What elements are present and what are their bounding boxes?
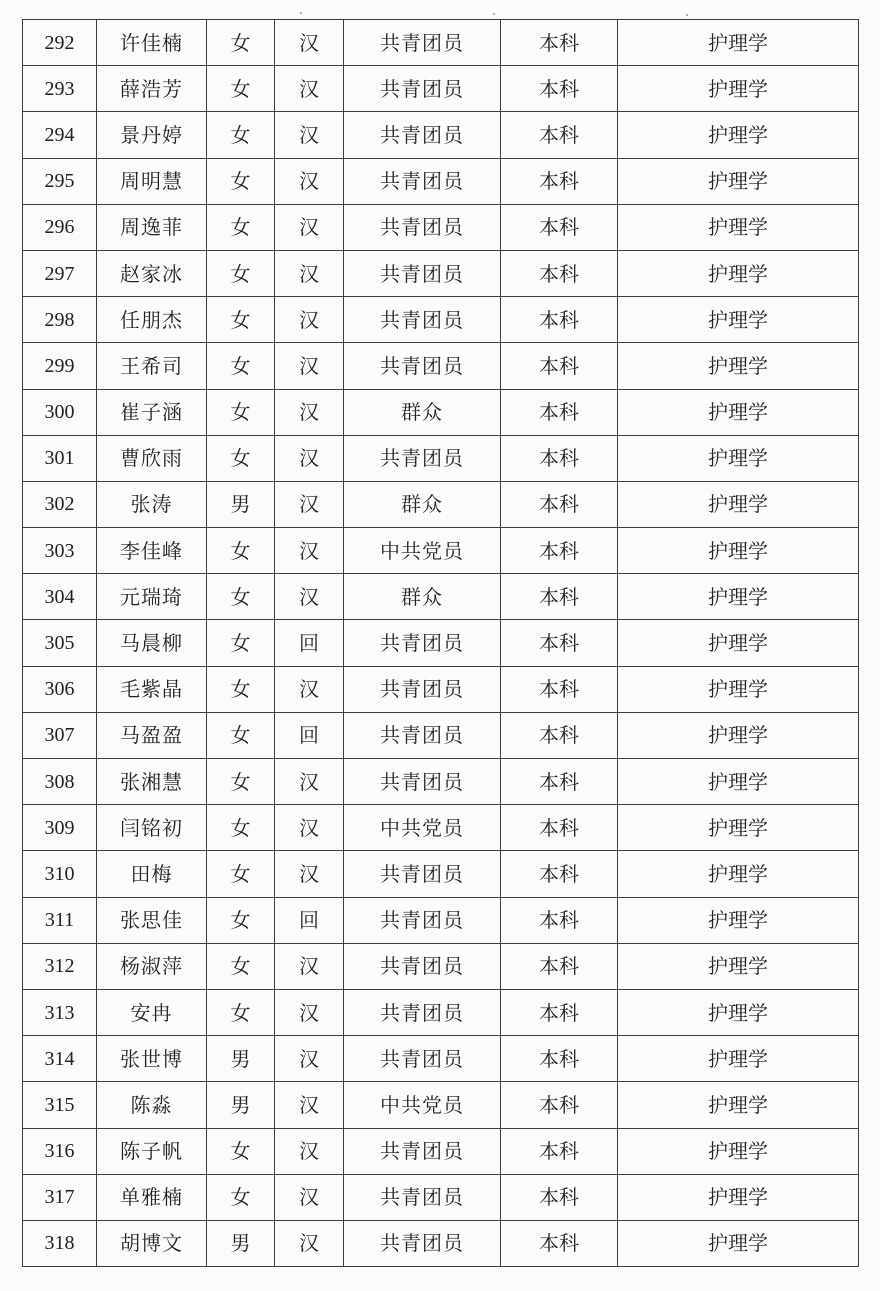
- name-cell: 薛浩芳: [97, 66, 207, 112]
- gender-cell: 男: [207, 1082, 275, 1128]
- ethnicity-cell: 汉: [275, 1082, 344, 1128]
- ethnicity-cell: 汉: [275, 528, 344, 574]
- gender-cell: 女: [207, 712, 275, 758]
- table-row: [23, 897, 859, 943]
- political-status-cell: 群众: [344, 481, 501, 527]
- name-cell: 崔子涵: [97, 389, 207, 435]
- scanned-roster-page: [22, 19, 858, 1267]
- table-row: [23, 1128, 859, 1174]
- row-number-cell: 311: [23, 897, 97, 943]
- table-row: [23, 712, 859, 758]
- gender-cell: 女: [207, 20, 275, 66]
- gender-cell: 女: [207, 805, 275, 851]
- education-cell: 本科: [501, 759, 618, 805]
- row-number-cell: 304: [23, 574, 97, 620]
- political-status-cell: 共青团员: [344, 343, 501, 389]
- major-cell: 护理学: [618, 759, 859, 805]
- political-status-cell: 共青团员: [344, 759, 501, 805]
- name-cell: 李佳峰: [97, 528, 207, 574]
- gender-cell: 男: [207, 481, 275, 527]
- name-cell: 闫铭初: [97, 805, 207, 851]
- gender-cell: 女: [207, 620, 275, 666]
- major-cell: 护理学: [618, 1082, 859, 1128]
- row-number-cell: 317: [23, 1174, 97, 1220]
- student-roster-table: [22, 19, 859, 1267]
- name-cell: 陈淼: [97, 1082, 207, 1128]
- major-cell: 护理学: [618, 389, 859, 435]
- table-row: [23, 20, 859, 66]
- scan-speck: [493, 13, 495, 15]
- gender-cell: 女: [207, 943, 275, 989]
- education-cell: 本科: [501, 712, 618, 758]
- political-status-cell: 共青团员: [344, 1036, 501, 1082]
- name-cell: 张湘慧: [97, 759, 207, 805]
- row-number-cell: 294: [23, 112, 97, 158]
- major-cell: 护理学: [618, 851, 859, 897]
- row-number-cell: 292: [23, 20, 97, 66]
- table-row: [23, 1082, 859, 1128]
- ethnicity-cell: 汉: [275, 66, 344, 112]
- name-cell: 景丹婷: [97, 112, 207, 158]
- name-cell: 胡博文: [97, 1220, 207, 1266]
- major-cell: 护理学: [618, 666, 859, 712]
- education-cell: 本科: [501, 204, 618, 250]
- major-cell: 护理学: [618, 574, 859, 620]
- ethnicity-cell: 汉: [275, 435, 344, 481]
- ethnicity-cell: 回: [275, 712, 344, 758]
- education-cell: 本科: [501, 343, 618, 389]
- ethnicity-cell: 汉: [275, 481, 344, 527]
- gender-cell: 女: [207, 528, 275, 574]
- political-status-cell: 共青团员: [344, 297, 501, 343]
- gender-cell: 女: [207, 112, 275, 158]
- ethnicity-cell: 汉: [275, 759, 344, 805]
- name-cell: 单雅楠: [97, 1174, 207, 1220]
- name-cell: 张世博: [97, 1036, 207, 1082]
- education-cell: 本科: [501, 1128, 618, 1174]
- table-row: [23, 574, 859, 620]
- table-row: [23, 528, 859, 574]
- name-cell: 张涛: [97, 481, 207, 527]
- gender-cell: 女: [207, 574, 275, 620]
- gender-cell: 女: [207, 343, 275, 389]
- major-cell: 护理学: [618, 989, 859, 1035]
- table-row: [23, 805, 859, 851]
- gender-cell: 女: [207, 389, 275, 435]
- major-cell: 护理学: [618, 1036, 859, 1082]
- major-cell: 护理学: [618, 1128, 859, 1174]
- political-status-cell: 共青团员: [344, 851, 501, 897]
- name-cell: 王希司: [97, 343, 207, 389]
- political-status-cell: 共青团员: [344, 989, 501, 1035]
- major-cell: 护理学: [618, 66, 859, 112]
- name-cell: 张思佳: [97, 897, 207, 943]
- major-cell: 护理学: [618, 528, 859, 574]
- political-status-cell: 共青团员: [344, 112, 501, 158]
- row-number-cell: 296: [23, 204, 97, 250]
- row-number-cell: 305: [23, 620, 97, 666]
- gender-cell: 女: [207, 666, 275, 712]
- row-number-cell: 299: [23, 343, 97, 389]
- ethnicity-cell: 回: [275, 897, 344, 943]
- ethnicity-cell: 汉: [275, 20, 344, 66]
- gender-cell: 女: [207, 897, 275, 943]
- political-status-cell: 中共党员: [344, 1082, 501, 1128]
- education-cell: 本科: [501, 897, 618, 943]
- major-cell: 护理学: [618, 805, 859, 851]
- ethnicity-cell: 汉: [275, 112, 344, 158]
- political-status-cell: 中共党员: [344, 805, 501, 851]
- scan-speck: [686, 14, 688, 16]
- name-cell: 杨淑萍: [97, 943, 207, 989]
- row-number-cell: 303: [23, 528, 97, 574]
- ethnicity-cell: 汉: [275, 297, 344, 343]
- table-row: [23, 204, 859, 250]
- ethnicity-cell: 汉: [275, 250, 344, 296]
- ethnicity-cell: 汉: [275, 989, 344, 1035]
- table-row: [23, 250, 859, 296]
- name-cell: 周明慧: [97, 158, 207, 204]
- table-row: [23, 989, 859, 1035]
- row-number-cell: 293: [23, 66, 97, 112]
- table-row: [23, 297, 859, 343]
- row-number-cell: 318: [23, 1220, 97, 1266]
- education-cell: 本科: [501, 389, 618, 435]
- ethnicity-cell: 汉: [275, 666, 344, 712]
- gender-cell: 女: [207, 66, 275, 112]
- major-cell: 护理学: [618, 112, 859, 158]
- gender-cell: 女: [207, 158, 275, 204]
- name-cell: 曹欣雨: [97, 435, 207, 481]
- gender-cell: 男: [207, 1036, 275, 1082]
- ethnicity-cell: 汉: [275, 851, 344, 897]
- ethnicity-cell: 汉: [275, 805, 344, 851]
- ethnicity-cell: 汉: [275, 1220, 344, 1266]
- name-cell: 安冉: [97, 989, 207, 1035]
- gender-cell: 女: [207, 435, 275, 481]
- row-number-cell: 301: [23, 435, 97, 481]
- name-cell: 元瑞琦: [97, 574, 207, 620]
- row-number-cell: 316: [23, 1128, 97, 1174]
- education-cell: 本科: [501, 620, 618, 666]
- major-cell: 护理学: [618, 897, 859, 943]
- table-row: [23, 1036, 859, 1082]
- gender-cell: 女: [207, 204, 275, 250]
- name-cell: 周逸菲: [97, 204, 207, 250]
- major-cell: 护理学: [618, 435, 859, 481]
- education-cell: 本科: [501, 528, 618, 574]
- political-status-cell: 共青团员: [344, 666, 501, 712]
- scan-speck: [300, 12, 302, 14]
- row-number-cell: 307: [23, 712, 97, 758]
- political-status-cell: 共青团员: [344, 435, 501, 481]
- gender-cell: 女: [207, 1128, 275, 1174]
- row-number-cell: 313: [23, 989, 97, 1035]
- table-row: [23, 343, 859, 389]
- gender-cell: 女: [207, 250, 275, 296]
- major-cell: 护理学: [618, 297, 859, 343]
- gender-cell: 女: [207, 297, 275, 343]
- row-number-cell: 298: [23, 297, 97, 343]
- table-row: [23, 158, 859, 204]
- ethnicity-cell: 汉: [275, 343, 344, 389]
- education-cell: 本科: [501, 943, 618, 989]
- roster-body: [23, 20, 859, 1267]
- table-row: [23, 481, 859, 527]
- education-cell: 本科: [501, 66, 618, 112]
- education-cell: 本科: [501, 989, 618, 1035]
- table-row: [23, 851, 859, 897]
- political-status-cell: 共青团员: [344, 204, 501, 250]
- education-cell: 本科: [501, 297, 618, 343]
- political-status-cell: 共青团员: [344, 158, 501, 204]
- major-cell: 护理学: [618, 620, 859, 666]
- major-cell: 护理学: [618, 943, 859, 989]
- table-row: [23, 1220, 859, 1266]
- table-row: [23, 112, 859, 158]
- political-status-cell: 群众: [344, 389, 501, 435]
- name-cell: 陈子帆: [97, 1128, 207, 1174]
- education-cell: 本科: [501, 805, 618, 851]
- major-cell: 护理学: [618, 250, 859, 296]
- ethnicity-cell: 汉: [275, 574, 344, 620]
- row-number-cell: 315: [23, 1082, 97, 1128]
- ethnicity-cell: 汉: [275, 204, 344, 250]
- education-cell: 本科: [501, 1082, 618, 1128]
- name-cell: 任朋杰: [97, 297, 207, 343]
- political-status-cell: 共青团员: [344, 20, 501, 66]
- ethnicity-cell: 汉: [275, 943, 344, 989]
- political-status-cell: 群众: [344, 574, 501, 620]
- education-cell: 本科: [501, 1036, 618, 1082]
- political-status-cell: 共青团员: [344, 620, 501, 666]
- political-status-cell: 共青团员: [344, 897, 501, 943]
- row-number-cell: 300: [23, 389, 97, 435]
- row-number-cell: 312: [23, 943, 97, 989]
- name-cell: 许佳楠: [97, 20, 207, 66]
- gender-cell: 女: [207, 851, 275, 897]
- row-number-cell: 297: [23, 250, 97, 296]
- major-cell: 护理学: [618, 1174, 859, 1220]
- major-cell: 护理学: [618, 158, 859, 204]
- major-cell: 护理学: [618, 343, 859, 389]
- education-cell: 本科: [501, 250, 618, 296]
- ethnicity-cell: 汉: [275, 1036, 344, 1082]
- gender-cell: 女: [207, 1174, 275, 1220]
- table-row: [23, 1174, 859, 1220]
- education-cell: 本科: [501, 1174, 618, 1220]
- name-cell: 赵家冰: [97, 250, 207, 296]
- major-cell: 护理学: [618, 1220, 859, 1266]
- ethnicity-cell: 汉: [275, 1174, 344, 1220]
- gender-cell: 男: [207, 1220, 275, 1266]
- political-status-cell: 共青团员: [344, 943, 501, 989]
- major-cell: 护理学: [618, 204, 859, 250]
- education-cell: 本科: [501, 666, 618, 712]
- row-number-cell: 314: [23, 1036, 97, 1082]
- ethnicity-cell: 汉: [275, 1128, 344, 1174]
- table-row: [23, 620, 859, 666]
- row-number-cell: 310: [23, 851, 97, 897]
- political-status-cell: 共青团员: [344, 1174, 501, 1220]
- table-row: [23, 759, 859, 805]
- gender-cell: 女: [207, 989, 275, 1035]
- major-cell: 护理学: [618, 481, 859, 527]
- political-status-cell: 共青团员: [344, 1220, 501, 1266]
- table-row: [23, 666, 859, 712]
- education-cell: 本科: [501, 481, 618, 527]
- name-cell: 毛紫晶: [97, 666, 207, 712]
- education-cell: 本科: [501, 851, 618, 897]
- education-cell: 本科: [501, 158, 618, 204]
- political-status-cell: 中共党员: [344, 528, 501, 574]
- major-cell: 护理学: [618, 20, 859, 66]
- political-status-cell: 共青团员: [344, 1128, 501, 1174]
- political-status-cell: 共青团员: [344, 250, 501, 296]
- political-status-cell: 共青团员: [344, 66, 501, 112]
- table-row: [23, 66, 859, 112]
- table-row: [23, 389, 859, 435]
- major-cell: 护理学: [618, 712, 859, 758]
- row-number-cell: 309: [23, 805, 97, 851]
- table-row: [23, 943, 859, 989]
- name-cell: 田梅: [97, 851, 207, 897]
- education-cell: 本科: [501, 574, 618, 620]
- row-number-cell: 302: [23, 481, 97, 527]
- row-number-cell: 306: [23, 666, 97, 712]
- education-cell: 本科: [501, 1220, 618, 1266]
- political-status-cell: 共青团员: [344, 712, 501, 758]
- name-cell: 马盈盈: [97, 712, 207, 758]
- education-cell: 本科: [501, 20, 618, 66]
- ethnicity-cell: 汉: [275, 158, 344, 204]
- table-row: [23, 435, 859, 481]
- row-number-cell: 308: [23, 759, 97, 805]
- ethnicity-cell: 回: [275, 620, 344, 666]
- gender-cell: 女: [207, 759, 275, 805]
- name-cell: 马晨柳: [97, 620, 207, 666]
- education-cell: 本科: [501, 112, 618, 158]
- education-cell: 本科: [501, 435, 618, 481]
- row-number-cell: 295: [23, 158, 97, 204]
- ethnicity-cell: 汉: [275, 389, 344, 435]
